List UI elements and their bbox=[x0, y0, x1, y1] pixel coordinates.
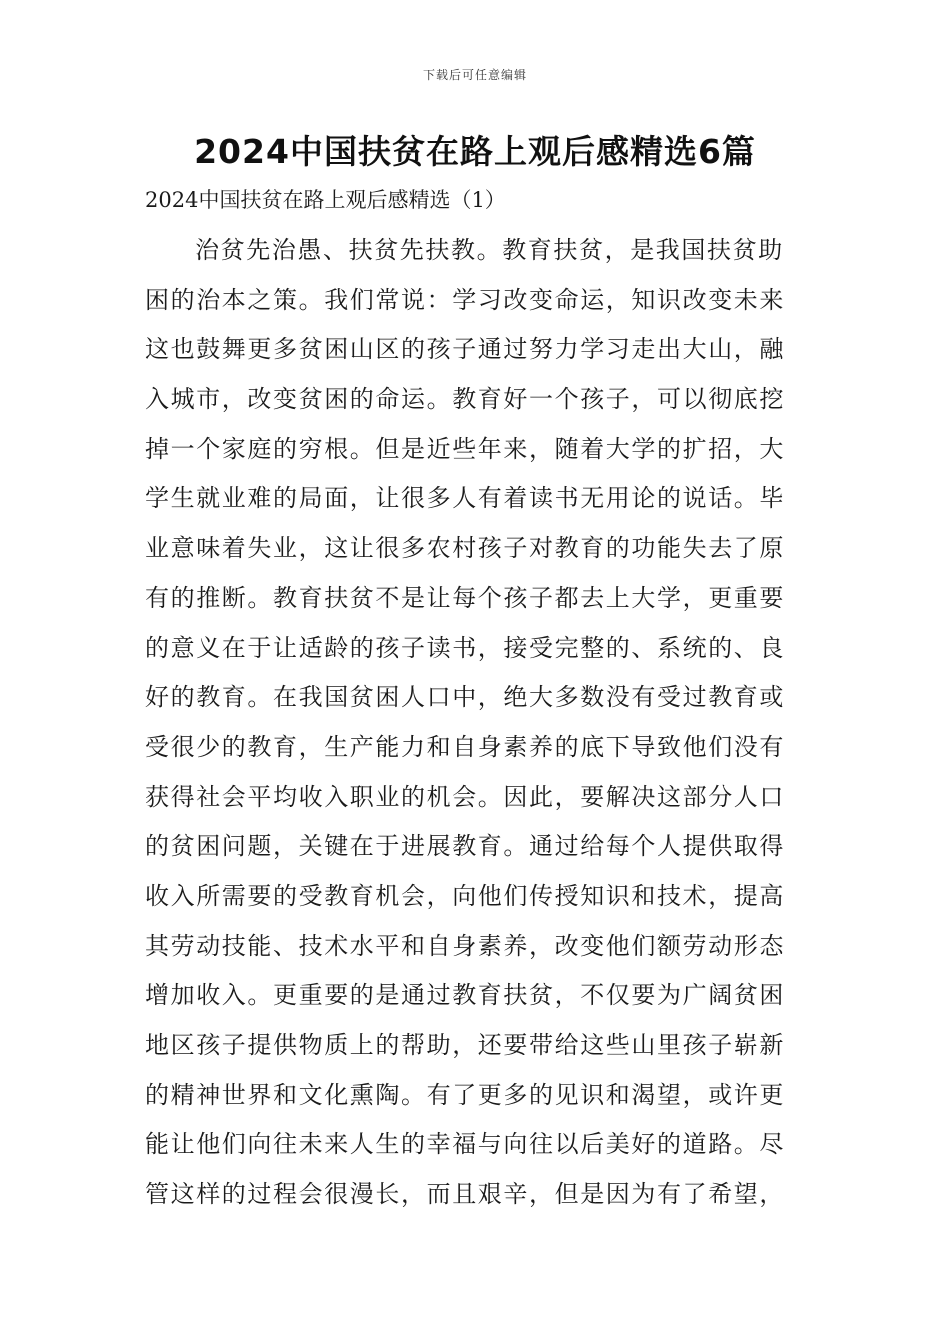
header-note: 下载后可任意编辑 bbox=[422, 68, 527, 82]
body-line: 困的治本之策。我们常说：学习改变命运，知识改变未来 bbox=[145, 285, 785, 314]
body-line: 收入所需要的受教育机会，向他们传授知识和技术，提高 bbox=[145, 881, 785, 910]
body-line: 学生就业难的局面，让很多人有着读书无用论的说话。毕 bbox=[145, 484, 785, 513]
body-line: 治贫先治愚、扶贫先扶教。教育扶贫，是我国扶贫助 bbox=[195, 236, 784, 264]
body-line: 的精神世界和文化熏陶。有了更多的见识和渴望，或许更 bbox=[145, 1080, 785, 1109]
document-title: 2024中国扶贫在路上观后感精选6篇 bbox=[194, 132, 756, 171]
body-line: 获得社会平均收入职业的机会。因此，要解决这部分人口 bbox=[145, 782, 785, 811]
section-heading: 2024中国扶贫在路上观后感精选（1） bbox=[145, 188, 506, 212]
body-line: 有的推断。教育扶贫不是让每个孩子都去上大学，更重要 bbox=[145, 583, 785, 612]
body-line: 能让他们向往未来人生的幸福与向往以后美好的道路。尽 bbox=[145, 1130, 785, 1159]
body-line: 其劳动技能、技术水平和自身素养，改变他们额劳动形态 bbox=[145, 931, 785, 960]
body-line: 业意味着失业，这让很多农村孩子对教育的功能失去了原 bbox=[145, 534, 785, 563]
body-line: 管这样的过程会很漫长，而且艰辛，但是因为有了希望， bbox=[145, 1180, 785, 1209]
body-line: 这也鼓舞更多贫困山区的孩子通过努力学习走出大山，融 bbox=[145, 335, 785, 364]
body-line: 的贫困问题，关键在于进展教育。通过给每个人提供取得 bbox=[145, 832, 785, 861]
body-line: 地区孩子提供物质上的帮助，还要带给这些山里孩子崭新 bbox=[145, 1031, 785, 1059]
body-line: 入城市，改变贫困的命运。教育好一个孩子，可以彻底挖 bbox=[145, 385, 785, 414]
body-line: 好的教育。在我国贫困人口中，绝大多数没有受过教育或 bbox=[145, 683, 785, 712]
body-line: 掉一个家庭的穷根。但是近些年来，随着大学的扩招，大 bbox=[145, 434, 785, 463]
body-line: 的意义在于让适龄的孩子读书，接受完整的、系统的、良 bbox=[145, 633, 785, 662]
body-paragraph bbox=[145, 226, 810, 1220]
body-line: 增加收入。更重要的是通过教育扶贫，不仅要为广阔贫困 bbox=[145, 981, 785, 1010]
body-line: 受很少的教育，生产能力和自身素养的底下导致他们没有 bbox=[145, 732, 785, 761]
